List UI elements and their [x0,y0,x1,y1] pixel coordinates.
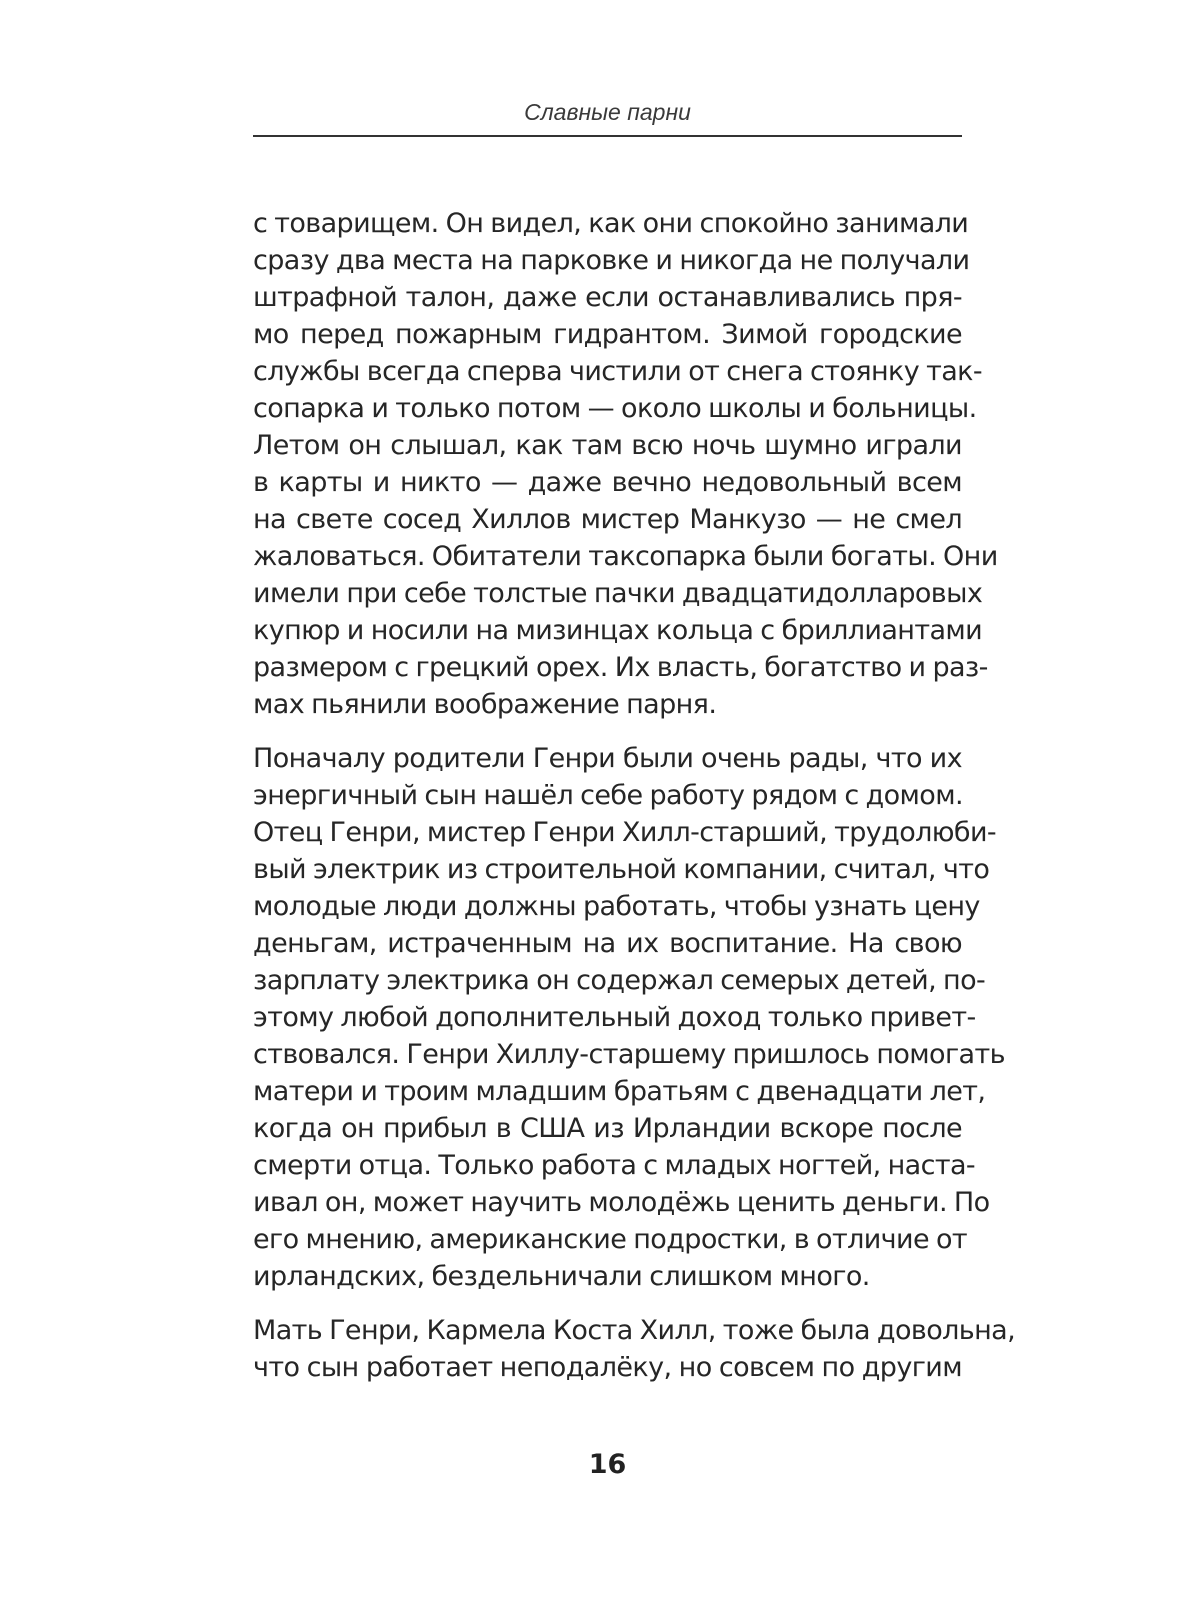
text-line: когда он прибыл в США из Ирландии вскоре после [253,1113,962,1144]
text-line: на свете сосед Хиллов мистер Манкузо — не смел [253,504,962,535]
body-text [253,205,1016,1403]
text-line: ствовался. Генри Хиллу-старшему пришлось помогать [253,1039,1005,1070]
text-line: штрафной талон, даже если останавливались пря- [253,282,962,313]
text-line: энергичный сын нашёл себе работу рядом с домом. [253,780,963,811]
text-line: Мать Генри, Кармела Коста Хилл, тоже была довольна, [253,1315,1016,1346]
text-line: матери и троим младшим братьям с двенадцати лет, [253,1076,986,1107]
text-line: смерти отца. Только работа с младых ногтей, наста- [253,1150,976,1181]
text-line: его мнению, американские подростки, в отличие от [253,1224,968,1255]
text-line: вый электрик из строительной компании, считал, что [253,854,990,885]
text-line: ирландских, бездельничали слишком много. [253,1261,870,1292]
text-line: сразу два места на парковке и никогда не получали [253,245,970,276]
paragraph [253,205,998,723]
running-title: Славные парни [524,99,691,125]
text-line: зарплату электрика он содержал семерых детей, по- [253,965,986,996]
text-line: Летом он слышал, как там всю ночь шумно играли [253,430,962,461]
text-line: мо перед пожарным гидрантом. Зимой городские [253,319,962,350]
text-line: размером с грецкий орех. Их власть, богатство и раз- [253,652,988,683]
page-number: 16 [588,1449,627,1480]
text-line: сопарка и только потом — около школы и больницы. [253,393,977,424]
text-line: купюр и носили на мизинцах кольца с бриллиантами [253,615,983,646]
text-line: Поначалу родители Генри были очень рады, что их [253,743,962,774]
text-line: этому любой дополнительный доход только привет- [253,1002,976,1033]
text-line: жаловаться. Обитатели таксопарка были богаты. Они [253,541,998,572]
text-line: имели при себе толстые пачки двадцатидолларовых [253,578,983,609]
text-line: службы всегда сперва чистили от снега стоянку так- [253,356,983,387]
text-line: деньгам, истраченным на их воспитание. На свою [253,928,962,959]
text-line: Отец Генри, мистер Генри Хилл-старший, трудолюби- [253,817,997,848]
text-line: в карты и никто — даже вечно недовольный всем [253,467,962,498]
text-line: что сын работает неподалёку, но совсем по другим [253,1352,962,1383]
text-line: молодые люди должны работать, чтобы узнать цену [253,891,980,922]
text-line: мах пьянили воображение парня. [253,689,717,720]
header-rule [253,135,962,137]
paragraph [253,1312,1016,1386]
text-line: ивал он, может научить молодёжь ценить деньги. По [253,1187,990,1218]
text-line: с товарищем. Он видел, как они спокойно занимали [253,208,969,239]
paragraph [253,740,1005,1295]
